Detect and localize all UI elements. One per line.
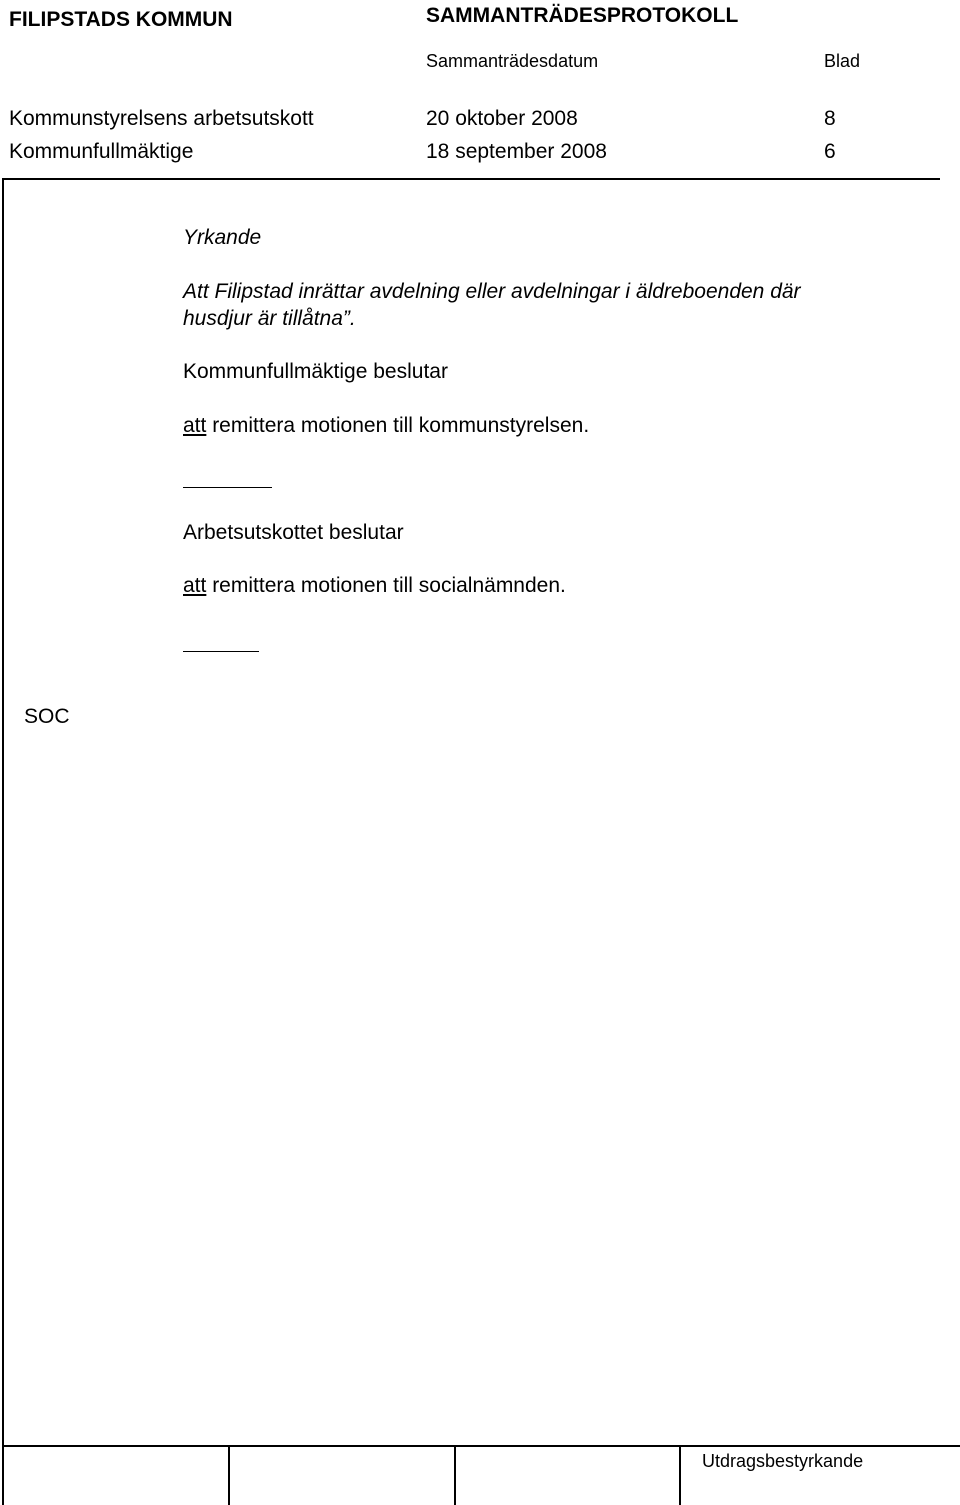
footer-box-divider-1 xyxy=(228,1447,230,1505)
kf-att-word: att xyxy=(183,414,207,437)
meeting-date-label: Sammanträdesdatum xyxy=(426,51,599,71)
org-name: FILIPSTADS KOMMUN xyxy=(9,8,233,31)
kf-decision-text: remittera motionen till kommunstyrelsen. xyxy=(206,414,590,437)
document-type: SAMMANTRÄDESPROTOKOLL xyxy=(426,4,739,27)
certification-label: Utdragsbestyrkande xyxy=(702,1451,864,1471)
header-rule xyxy=(2,178,940,180)
yrkande-text-line-2: husdjur är tillåtna”. xyxy=(183,307,356,330)
separator-line-2 xyxy=(183,651,259,652)
meeting-body-2: Kommunfullmäktige xyxy=(9,140,194,163)
au-att-word: att xyxy=(183,574,207,597)
footer-box-divider-3 xyxy=(679,1447,681,1505)
recipient-code: SOC xyxy=(24,705,70,728)
au-decision-heading: Arbetsutskottet beslutar xyxy=(183,521,404,544)
footer-box-divider-0 xyxy=(2,1445,4,1505)
au-decision-text: remittera motionen till socialnämnden. xyxy=(206,574,566,597)
page-label: Blad xyxy=(824,51,861,71)
left-frame-rule xyxy=(2,178,4,1446)
footer-rule xyxy=(2,1445,960,1447)
au-decision xyxy=(183,574,566,598)
kf-decision xyxy=(183,414,589,438)
meeting-date-2: 18 september 2008 xyxy=(426,140,607,163)
separator-line-1 xyxy=(183,487,272,488)
yrkande-heading: Yrkande xyxy=(183,226,262,249)
yrkande-text-line-1: Att Filipstad inrättar avdelning eller avdelningar i äldreboenden där xyxy=(183,280,801,303)
page-number-1: 8 xyxy=(824,107,836,130)
meeting-body-1: Kommunstyrelsens arbetsutskott xyxy=(9,107,314,130)
page-number-2: 6 xyxy=(824,140,836,163)
kf-decision-heading: Kommunfullmäktige beslutar xyxy=(183,360,448,383)
meeting-date-1: 20 oktober 2008 xyxy=(426,107,578,130)
footer-box-divider-2 xyxy=(454,1447,456,1505)
